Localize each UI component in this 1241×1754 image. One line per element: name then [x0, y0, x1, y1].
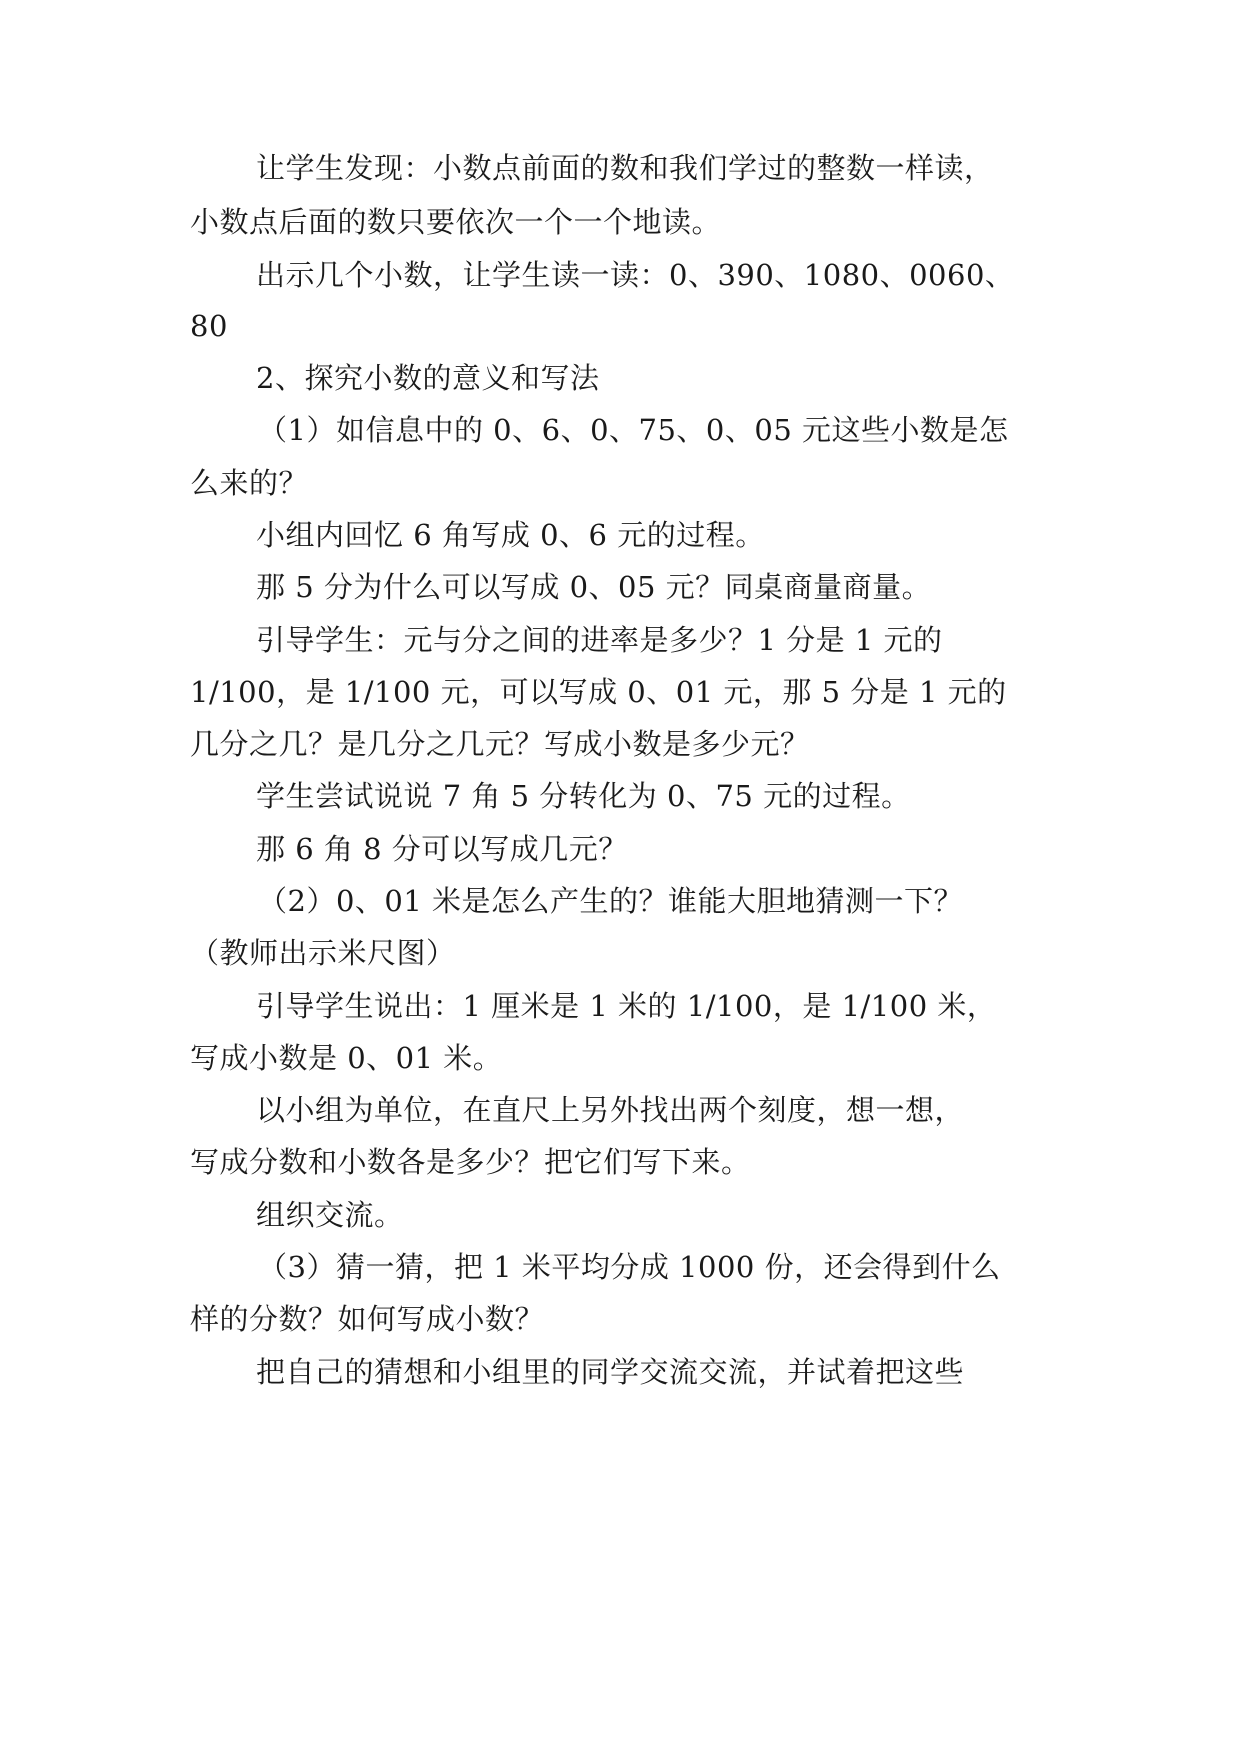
text-line-1: 让学生发现：小数点前面的数和我们学过的整数一样读， — [256, 151, 994, 185]
text-line-20: 写成分数和小数各是多少？把它们写下来。 — [190, 1145, 751, 1179]
text-line-9: 那 5 分为什么可以写成 0、05 元？同桌商量商量。 — [256, 570, 932, 604]
text-line-16: （教师出示米尺图） — [190, 936, 456, 970]
text-line-2: 小数点后面的数只要依次一个一个地读。 — [190, 205, 722, 239]
text-line-24: 把自己的猜想和小组里的同学交流交流，并试着把这些 — [256, 1355, 965, 1389]
text-line-11: 1/100，是 1/100 元，可以写成 0、01 元，那 5 分是 1 元的 — [190, 675, 1007, 709]
text-line-10: 引导学生：元与分之间的进率是多少？1 分是 1 元的 — [256, 623, 943, 657]
text-line-15: （2）0、01 米是怎么产生的？谁能大胆地猜测一下？ — [258, 884, 964, 918]
text-line-17: 引导学生说出：1 厘米是 1 米的 1/100，是 1/100 米， — [256, 989, 997, 1023]
text-line-14: 那 6 角 8 分可以写成几元？ — [256, 832, 628, 866]
text-line-4: 80 — [190, 309, 228, 343]
text-line-8: 小组内回忆 6 角写成 0、6 元的过程。 — [256, 518, 765, 552]
text-line-21: 组织交流。 — [256, 1198, 404, 1232]
text-line-19: 以小组为单位，在直尺上另外找出两个刻度，想一想， — [256, 1093, 965, 1127]
text-line-22: （3）猜一猜，把 1 米平均分成 1000 份，还会得到什么 — [258, 1250, 1001, 1284]
text-line-3: 出示几个小数，让学生读一读：0、390、1080、0060、 — [256, 258, 1015, 292]
text-line-6: （1）如信息中的 0、6、0、75、0、05 元这些小数是怎 — [258, 413, 1009, 447]
section-heading: 2、探究小数的意义和写法 — [256, 361, 600, 395]
text-line-13: 学生尝试说说 7 角 5 分转化为 0、75 元的过程。 — [256, 779, 911, 813]
text-line-7: 么来的？ — [190, 466, 309, 500]
text-line-18: 写成小数是 0、01 米。 — [190, 1041, 503, 1075]
text-line-12: 几分之几？是几分之几元？写成小数是多少元？ — [190, 727, 810, 761]
text-line-23: 样的分数？如何写成小数？ — [190, 1302, 545, 1336]
